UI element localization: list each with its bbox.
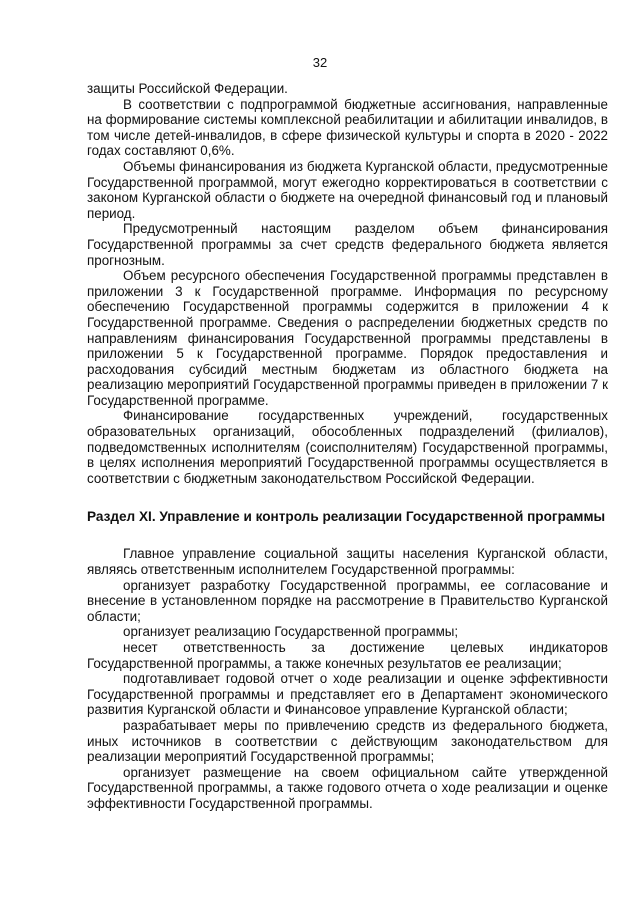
- paragraph-institution-funding: Финансирование государственных учреждений, государственных образовательных организаций, обособленных подразделений (филиалов), подведомственных исполнителям (соисполнителям) Государственной программы, в целях исполнения мероприятий Государственной программы осуществляется в соответствии с бюджетным законодательством Российской Федерации.: [87, 408, 608, 486]
- page-number: 32: [312, 55, 328, 70]
- paragraph-federal-funding: Предусмотренный настоящим разделом объем финансирования Государственной программы за счет средств федерального бюджета является прогнозным.: [87, 221, 608, 268]
- section-heading: Раздел XI. Управление и контроль реализации Государственной программы: [87, 509, 606, 525]
- paragraph-duty-responsibility: несет ответственность за достижение целевых индикаторов Государственной программы, а также конечных результатов ее реализации;: [87, 640, 608, 671]
- paragraph-regional-funding: Объемы финансирования из бюджета Курганской области, предусмотренные Государственной программой, могут ежегодно корректироваться в соответствии с законом Курганской области о бюджете на очередной финансовый год и плановый период.: [87, 158, 608, 221]
- paragraph-budget-allocation: В соответствии с подпрограммой бюджетные ассигнования, направленные на формирование системы комплексной реабилитации и абилитации инвалидов, в том числе детей-инвалидов, в сфере физической культуры и спорта в 2020 - 2022 годах составляют 0,6%.: [87, 96, 608, 159]
- section-spacer: [87, 486, 608, 509]
- paragraph-duty-publication: организует размещение на своем официальном сайте утвержденной Государственной программы, а также годового отчета о ходе реализации и оценке эффективности Государственной программы.: [87, 764, 608, 811]
- paragraph-responsible-executor: Главное управление социальной защиты населения Курганской области, являясь ответственным исполнителем Государственной программы:: [87, 546, 608, 578]
- paragraph-continuation: защиты Российской Федерации.: [87, 81, 288, 96]
- paragraph-duty-funding-measures: разрабатывает меры по привлечению средств из федерального бюджета, иных источников в соответствии с действующим законодательством для реализации мероприятий Государственной программы;: [87, 717, 608, 765]
- paragraph-duty-development: организует разработку Государственной программы, ее согласование и внесение в установленном порядке на рассмотрение в Правительство Курганской области;: [87, 577, 608, 624]
- paragraph-duty-annual-report: подготавливает годовой отчет о ходе реализации и оценке эффективности Государственной программы и представляет его в Департамент экономического развития Курганской области и Финансовое управление Курганской области;: [87, 671, 608, 718]
- paragraph-resource-provision: Объем ресурсного обеспечения Государственной программы представлен в приложении 3 к Государственной программе. Информация по ресурсному обеспечению Государственной программы содержится в приложении 4 к Государственной программе. Сведения о распределении бюджетных средств по направлениям финансирования Государственной программы представлены в приложении 5 к Государственной программе. Порядок предоставления и расходования субсидий местным бюджетам из областного бюджета на реализацию мероприятий Государственной программы приведен в приложении 7 к Государственной программе.: [87, 268, 608, 408]
- paragraph-duty-implementation: организует реализацию Государственной программы;: [123, 624, 459, 640]
- page-body: [87, 81, 608, 812]
- section-spacer: [87, 525, 608, 546]
